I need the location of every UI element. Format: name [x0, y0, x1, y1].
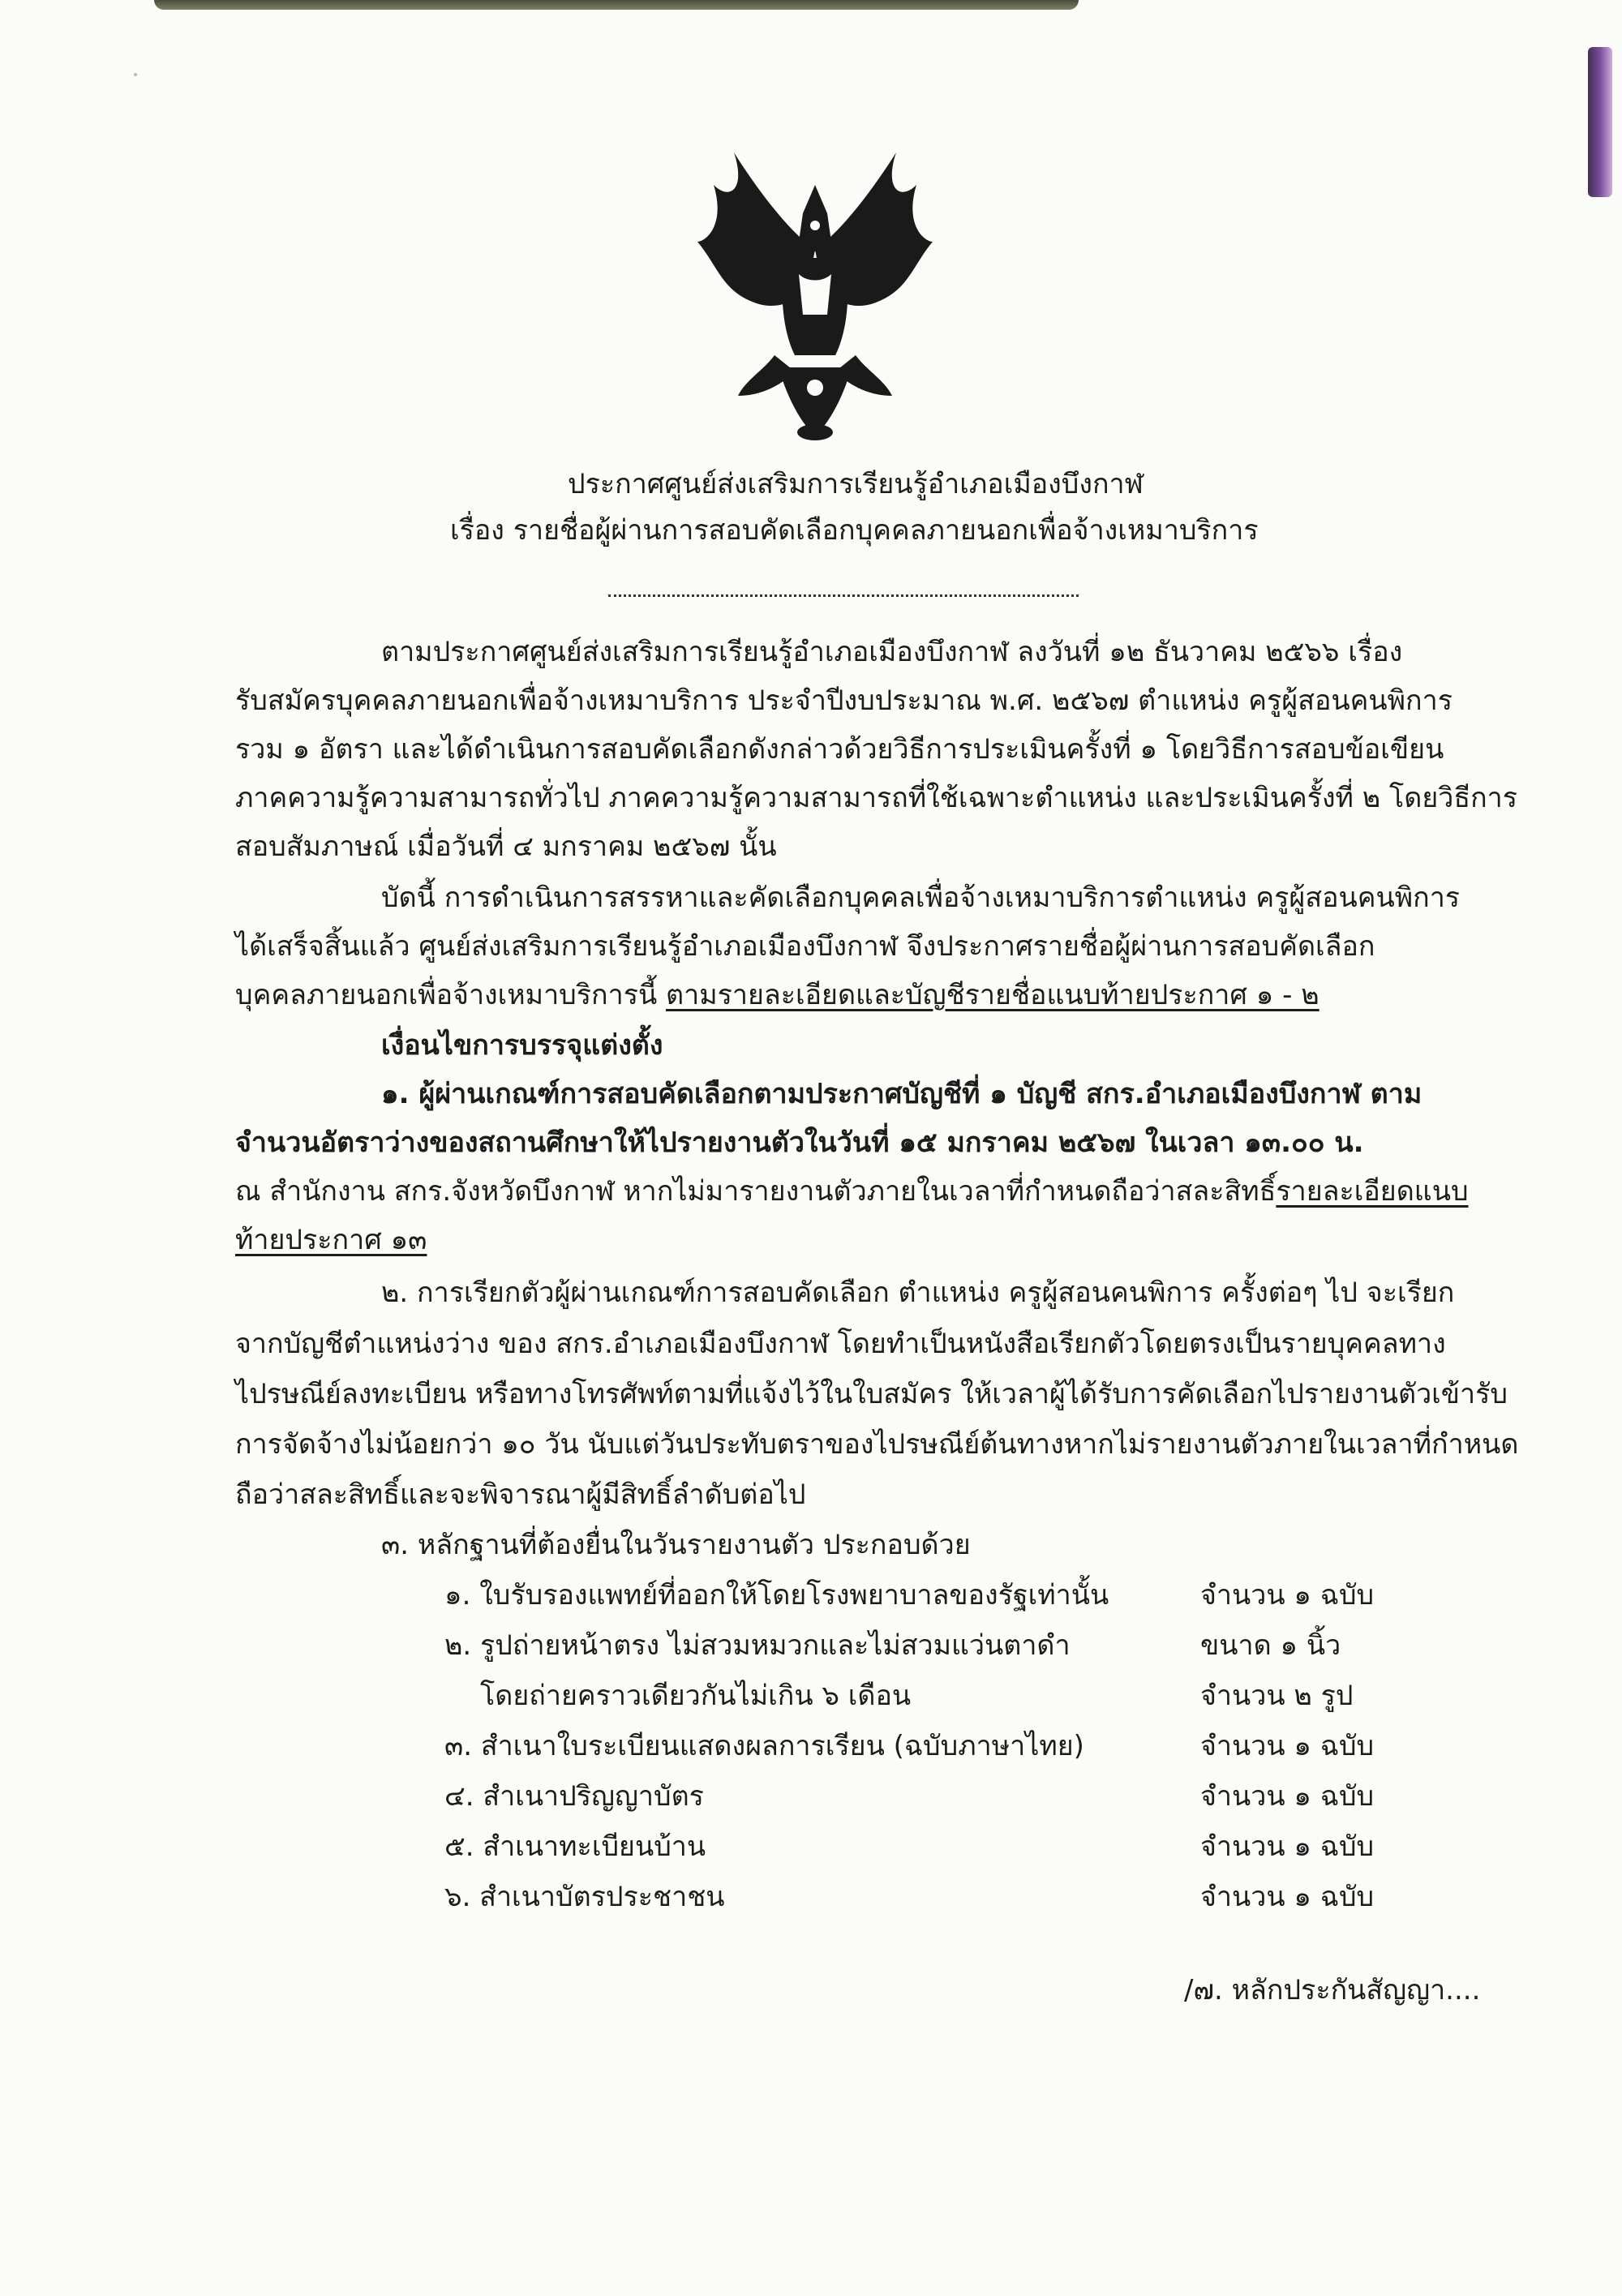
- evidence-item: ๔. สำเนาปริญญาบัตร: [444, 1780, 704, 1813]
- evidence-qty: จำนวน ๑ ฉบับ: [1200, 1830, 1375, 1863]
- condition1-line3-text: ณ สำนักงาน สกร.จังหวัดบึงกาฬ หากไม่มารายงานตัวภายในเวลาที่กำหนดถือว่าสละสิทธิ์: [235, 1175, 1277, 1208]
- evidence-qty: จำนวน ๑ ฉบับ: [1200, 1780, 1375, 1813]
- evidence-item: ๒. รูปถ่ายหน้าตรง ไม่สวมหมวกและไม่สวมแว่นตาดำ: [444, 1629, 1071, 1662]
- para2-line: ได้เสร็จสิ้นแล้ว ศูนย์ส่งเสริมการเรียนรู้อำเภอเมืองบึงกาฬ จึงประกาศรายชื่อผู้ผ่านการสอบคัดเลือก: [235, 930, 1375, 963]
- evidence-item: ๕. สำเนาทะเบียนบ้าน: [444, 1830, 706, 1863]
- para1-line: รวม ๑ อัตรา และได้ดำเนินการสอบคัดเลือกดังกล่าวด้วยวิธีการประเมินครั้งที่ ๑ โดยวิธีการสอบข้อเขียน: [235, 733, 1444, 766]
- evidence-qty: จำนวน ๒ รูป: [1200, 1680, 1354, 1712]
- evidence-qty: จำนวน ๑ ฉบับ: [1200, 1730, 1375, 1762]
- garuda-emblem: [697, 152, 933, 444]
- condition1-line: ๑. ผู้ผ่านเกณฑ์การสอบคัดเลือกตามประกาศบัญชีที่ ๑ บัญชี สกร.อำเภอเมืองบึงกาฬ ตาม: [381, 1078, 1422, 1110]
- para2-line: [235, 980, 1319, 1011]
- condition1-attachment-ref: รายละเอียดแนบ: [1276, 1175, 1469, 1208]
- condition2-line: ไปรษณีย์ลงทะเบียน หรือทางโทรศัพท์ตามที่แจ้งไว้ในใบสมัคร ให้เวลาผู้ได้รับการคัดเลือกไปรายงานตัวเข้ารับ: [235, 1378, 1508, 1410]
- continuation-note: /๗. หลักประกันสัญญา....: [1184, 1974, 1481, 2006]
- scan-speck: [134, 73, 137, 76]
- para1-line: ภาคความรู้ความสามารถทั่วไป ภาคความรู้ความสามารถที่ใช้เฉพาะตำแหน่ง และประเมินครั้งที่ ๒ โดยวิธีการ: [235, 782, 1518, 814]
- condition3-heading: ๓. หลักฐานที่ต้องยื่นในวันรายงานตัว ประกอบด้วย: [381, 1529, 971, 1561]
- header-divider: [608, 594, 1079, 597]
- condition2-line: จากบัญชีตำแหน่งว่าง ของ สกร.อำเภอเมืองบึงกาฬ โดยทำเป็นหนังสือเรียกตัวโดยตรงเป็นรายบุคคลทาง: [235, 1328, 1446, 1360]
- attachment-reference: ตามรายละเอียดและบัญชีรายชื่อแนบท้ายประกาศ ๑ - ๒: [666, 979, 1319, 1011]
- evidence-item: ๓. สำเนาใบระเบียนแสดงผลการเรียน (ฉบับภาษาไทย): [444, 1730, 1084, 1762]
- evidence-qty: จำนวน ๑ ฉบับ: [1200, 1579, 1375, 1611]
- condition1-line: จำนวนอัตราว่างของสถานศึกษาให้ไปรายงานตัวในวันที่ ๑๕ มกราคม ๒๕๖๗ ในเวลา ๑๓.๐๐ น.: [235, 1127, 1364, 1159]
- scan-right-edge-mark: [1588, 47, 1612, 197]
- conditions-heading: เงื่อนไขการบรรจุแต่งตั้ง: [381, 1029, 663, 1062]
- announcement-issuer: ประกาศศูนย์ส่งเสริมการเรียนรู้อำเภอเมืองบึงกาฬ: [568, 468, 1144, 500]
- evidence-qty: ขนาด ๑ นิ้ว: [1200, 1629, 1341, 1662]
- evidence-item: ๑. ใบรับรองแพทย์ที่ออกให้โดยโรงพยาบาลของรัฐเท่านั้น: [444, 1579, 1109, 1611]
- para1-line: สอบสัมภาษณ์ เมื่อวันที่ ๔ มกราคม ๒๕๖๗ นั้น: [235, 830, 777, 863]
- condition1-line: [235, 1176, 1469, 1208]
- evidence-item: โดยถ่ายคราวเดียวกันไม่เกิน ๖ เดือน: [480, 1680, 912, 1712]
- condition2-line: ถือว่าสละสิทธิ์และจะพิจารณาผู้มีสิทธิ์ลำดับต่อไป: [235, 1478, 806, 1511]
- announcement-subject: เรื่อง รายชื่อผู้ผ่านการสอบคัดเลือกบุคคลภายนอกเพื่อจ้างเหมาบริการ: [450, 514, 1259, 547]
- para1-line: รับสมัครบุคคลภายนอกเพื่อจ้างเหมาบริการ ประจำปีงบประมาณ พ.ศ. ๒๕๖๗ ตำแหน่ง ครูผู้สอนคนพิการ: [235, 685, 1453, 717]
- evidence-qty: จำนวน ๑ ฉบับ: [1200, 1881, 1375, 1913]
- para1-line: ตามประกาศศูนย์ส่งเสริมการเรียนรู้อำเภอเมืองบึงกาฬ ลงวันที่ ๑๒ ธันวาคม ๒๕๖๖ เรื่อง: [381, 636, 1403, 668]
- condition2-line: ๒. การเรียกตัวผู้ผ่านเกณฑ์การสอบคัดเลือก ตำแหน่ง ครูผู้สอนคนพิการ ครั้งต่อๆ ไป จะเรียก: [381, 1277, 1455, 1309]
- para2-line3-text: บุคคลภายนอกเพื่อจ้างเหมาบริการนี้: [235, 979, 667, 1011]
- condition1-attachment-ref-cont: ท้ายประกาศ ๑๓: [235, 1224, 427, 1256]
- evidence-item: ๖. สำเนาบัตรประชาชน: [444, 1881, 725, 1913]
- scan-top-edge: [154, 0, 1079, 10]
- para2-line: บัดนี้ การดำเนินการสรรหาและคัดเลือกบุคคลเพื่อจ้างเหมาบริการตำแหน่ง ครูผู้สอนคนพิการ: [381, 882, 1461, 914]
- condition2-line: การจัดจ้างไม่น้อยกว่า ๑๐ วัน นับแต่วันประทับตราของไปรษณีย์ต้นทางหากไม่รายงานตัวภายในเวลาที่กำหนด: [235, 1428, 1519, 1461]
